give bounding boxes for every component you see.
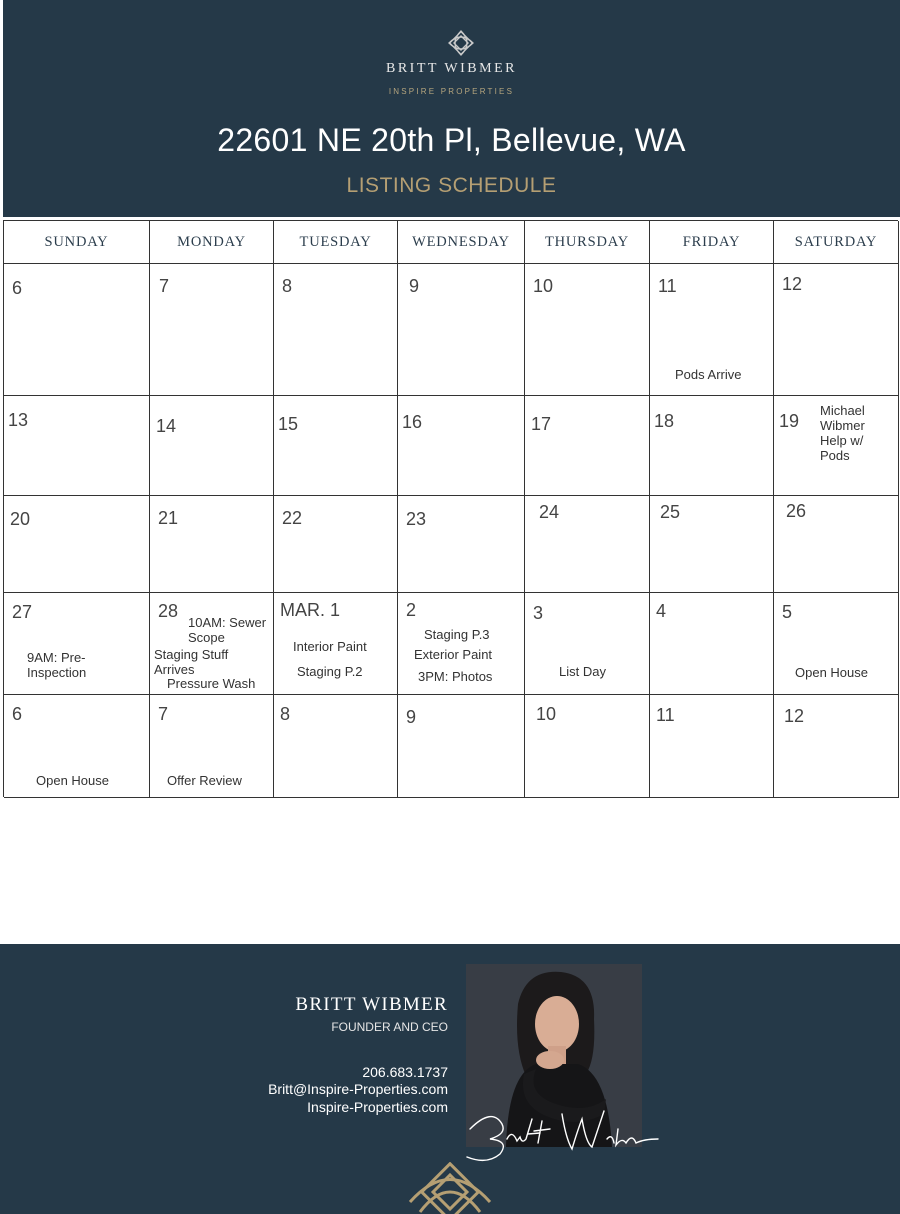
- day-number: 10: [536, 704, 557, 724]
- calendar-day-cell: [150, 496, 274, 593]
- day-number: 11: [658, 276, 677, 296]
- calendar-event: Open House: [795, 665, 868, 680]
- page-footer: [0, 944, 900, 1214]
- day-number: 23: [406, 509, 427, 529]
- calendar-event: Pressure Wash: [167, 676, 256, 691]
- calendar-day-cell: [650, 496, 774, 593]
- calendar-event: Michael Wibmer Help w/ Pods: [820, 403, 865, 463]
- agent-name: BRITT WIBMER: [295, 994, 448, 1015]
- day-number: 6: [12, 704, 23, 724]
- calendar-event: Interior Paint: [293, 639, 367, 654]
- day-number: 22: [282, 508, 303, 528]
- day-number: 6: [12, 278, 23, 298]
- day-number: 19: [779, 411, 800, 431]
- day-header-saturday: SATURDAY: [774, 221, 899, 264]
- schedule-title: LISTING SCHEDULE: [346, 174, 557, 197]
- calendar-event: Offer Review: [167, 773, 242, 788]
- day-header-monday: MONDAY: [150, 221, 274, 264]
- calendar-event: Staging P.2: [297, 664, 363, 679]
- calendar-day-cell: [4, 496, 150, 593]
- calendar-day-cell: [650, 396, 774, 496]
- day-number: 20: [10, 509, 31, 529]
- page-header: [3, 0, 900, 217]
- calendar-day-cell: [650, 695, 774, 798]
- calendar-event: Exterior Paint: [414, 647, 493, 662]
- calendar-event: Pods Arrive: [675, 367, 742, 382]
- calendar-day-cell: [525, 496, 650, 593]
- knot-logo-icon: [444, 26, 478, 60]
- calendar-day-cell: [525, 264, 650, 396]
- brand-subtitle: INSPIRE PROPERTIES: [388, 87, 515, 96]
- calendar-day-cell: [398, 496, 525, 593]
- day-number: 8: [280, 704, 291, 724]
- day-number: 15: [278, 414, 299, 434]
- calendar-day-cell: [274, 264, 398, 396]
- calendar-day-cell: [525, 593, 650, 695]
- calendar-event: Staging Stuff Arrives: [154, 647, 229, 677]
- day-number: 5: [782, 602, 793, 622]
- day-number: 18: [654, 411, 675, 431]
- calendar-day-cell: [525, 695, 650, 798]
- calendar-event: Staging P.3: [424, 627, 490, 642]
- calendar-day-cell: [4, 264, 150, 396]
- agent-phone[interactable]: 206.683.1737: [362, 1064, 448, 1080]
- day-number: 7: [159, 276, 170, 296]
- calendar-day-cell: [274, 695, 398, 798]
- calendar-day-cell: [150, 264, 274, 396]
- calendar-day-cell: [650, 264, 774, 396]
- calendar-day-cell: [274, 496, 398, 593]
- calendar-event: 3PM: Photos: [418, 669, 493, 684]
- day-number: 4: [656, 601, 667, 621]
- calendar-event: List Day: [559, 664, 606, 679]
- calendar-day-cell: [274, 593, 398, 695]
- agent-website[interactable]: Inspire-Properties.com: [307, 1099, 448, 1115]
- day-header-tuesday: TUESDAY: [274, 221, 398, 264]
- day-number: 21: [158, 508, 179, 528]
- brand-name: BRITT WIBMER: [386, 61, 517, 76]
- day-number: 10: [533, 276, 554, 296]
- day-number: 12: [782, 274, 803, 294]
- calendar-day-cell: [398, 396, 525, 496]
- property-address: 22601 NE 20th Pl, Bellevue, WA: [217, 122, 686, 158]
- agent-title: FOUNDER AND CEO: [331, 1020, 448, 1034]
- day-number: 7: [158, 704, 169, 724]
- calendar-event: 10AM: Sewer Scope: [188, 615, 267, 645]
- calendar-day-cell: [774, 396, 899, 496]
- day-number: 24: [539, 502, 560, 522]
- day-number: 17: [531, 414, 552, 434]
- day-number: 9: [406, 707, 417, 727]
- calendar-day-cell: [398, 695, 525, 798]
- day-number: 3: [533, 603, 544, 623]
- calendar-day-cell: [398, 593, 525, 695]
- day-number: 2: [406, 600, 417, 620]
- calendar-day-cell: [4, 396, 150, 496]
- day-number: 16: [402, 412, 423, 432]
- calendar-day-cell: [774, 264, 899, 396]
- calendar-day-cell: [4, 695, 150, 798]
- day-number: 12: [784, 706, 805, 726]
- calendar-day-cell: [150, 593, 274, 695]
- calendar-day-cell: [4, 593, 150, 695]
- day-number: 8: [282, 276, 293, 296]
- day-number: 14: [156, 416, 177, 436]
- agent-email[interactable]: Britt@Inspire-Properties.com: [268, 1081, 448, 1097]
- calendar-event: 9AM: Pre- Inspection: [27, 650, 87, 680]
- day-number: 13: [8, 410, 29, 430]
- calendar-day-cell: [150, 396, 274, 496]
- day-number: 25: [660, 502, 681, 522]
- day-number: 28: [158, 601, 179, 621]
- day-number: MAR. 1: [280, 600, 341, 620]
- calendar-day-cell: [398, 264, 525, 396]
- calendar-day-cell: [774, 496, 899, 593]
- calendar-day-cell: [525, 396, 650, 496]
- day-number: 9: [409, 276, 420, 296]
- knot-logo-icon: [400, 1162, 500, 1214]
- calendar-day-cell: [274, 396, 398, 496]
- calendar-day-cell: [650, 593, 774, 695]
- calendar-day-cell: [774, 695, 899, 798]
- calendar-event: Open House: [36, 773, 109, 788]
- calendar-day-cell: [774, 593, 899, 695]
- day-header-wednesday: WEDNESDAY: [398, 221, 525, 264]
- day-number: 27: [12, 602, 33, 622]
- day-number: 26: [786, 501, 807, 521]
- signature-icon: [462, 1099, 662, 1169]
- day-header-thursday: THURSDAY: [525, 221, 650, 264]
- day-number: 11: [656, 705, 675, 725]
- listing-calendar: [3, 220, 898, 797]
- calendar-day-cell: [150, 695, 274, 798]
- day-header-friday: FRIDAY: [650, 221, 774, 264]
- day-header-sunday: SUNDAY: [4, 221, 150, 264]
